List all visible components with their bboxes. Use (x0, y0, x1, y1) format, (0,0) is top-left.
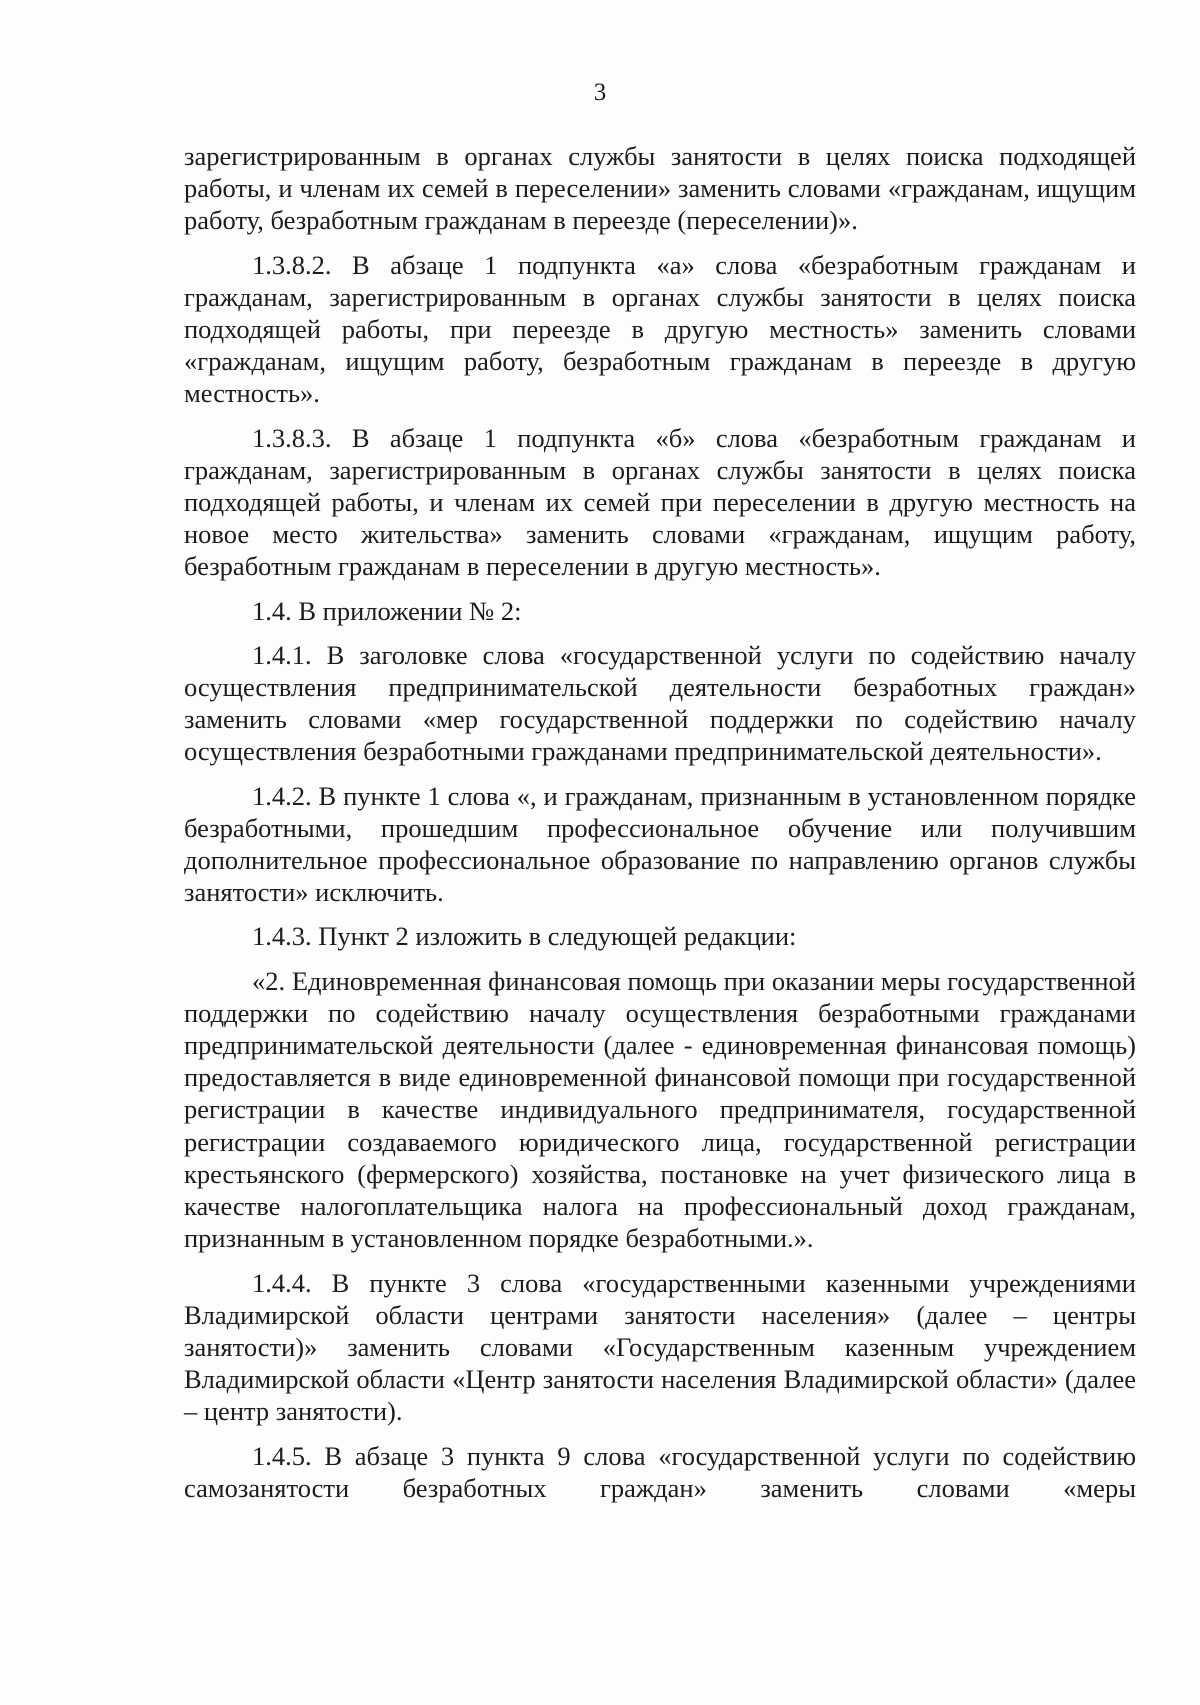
paragraph-1-3-8-2: 1.3.8.2. В абзаце 1 подпункта «а» слова «безработным гражданам и гражданам, зарегистрированным в органах службы занятости в целях поиска подходящей работы, при переезде в другую местность» заменить словами «гражданам, ищущим работу, безработным гражданам в переезде в другую местность». (184, 249, 1136, 409)
paragraph-continuation: зарегистрированным в органах службы занятости в целях поиска подходящей работы, и членам их семей в переселении» заменить словами «гражданам, ищущим работу, безработным гражданам в переезде (переселении)». (184, 141, 1136, 236)
paragraph-1-4-2: 1.4.2. В пункте 1 слова «, и гражданам, признанным в установленном порядке безработными, прошедшим профессиональное обучение или получившим дополнительное профессиональное образование по направлению органов службы занятости» исключить. (184, 780, 1136, 908)
paragraph-1-3-8-3: 1.3.8.3. В абзаце 1 подпункта «б» слова «безработным гражданам и гражданам, зарегистрированным в органах службы занятости в целях поиска подходящей работы, и членам их семей при переселении в другую местность на новое место жительства» заменить словами «гражданам, ищущим работу, безработным гражданам в переселении в другую местность». (184, 422, 1136, 582)
paragraph-quoted-point-2: «2. Единовременная финансовая помощь при оказании меры государственной поддержки по содействию началу осуществления безработными гражданами предпринимательской деятельности (далее - единовременная финансовая помощь) предоставляется в виде единовременной финансовой помощи при государственной регистрации в качестве индивидуального предпринимателя, государственной регистрации создаваемого юридического лица, государственной регистрации крестьянского (фермерского) хозяйства, постановке на учет физического лица в качестве налогоплательщика налога на профессиональный доход гражданам, признанным в установленном порядке безработными.». (184, 965, 1136, 1254)
paragraph-1-4: 1.4. В приложении № 2: (252, 595, 522, 626)
paragraph-1-4-5: 1.4.5. В абзаце 3 пункта 9 слова «государственной услуги по содействию самозанятости безработных граждан» заменить словами «меры (184, 1440, 1136, 1503)
document-body (184, 140, 1136, 1504)
page-number: 3 (593, 79, 607, 106)
paragraph-1-4-1: 1.4.1. В заголовке слова «государственной услуги по содействию началу осуществления предпринимательской деятельности безработных граждан» заменить словами «мер государственной поддержки по содействию началу осуществления безработными гражданами предпринимательской деятельности». (184, 639, 1136, 767)
paragraph-1-4-3: 1.4.3. Пункт 2 изложить в следующей редакции: (252, 921, 797, 952)
paragraph-1-4-4: 1.4.4. В пункте 3 слова «государственными казенными учреждениями Владимирской области центрами занятости населения» (далее – центры занятости)» заменить словами «Государственным казенным учреждением Владимирской области «Центр занятости населения Владимирской области» (далее – центр занятости). (184, 1267, 1136, 1427)
